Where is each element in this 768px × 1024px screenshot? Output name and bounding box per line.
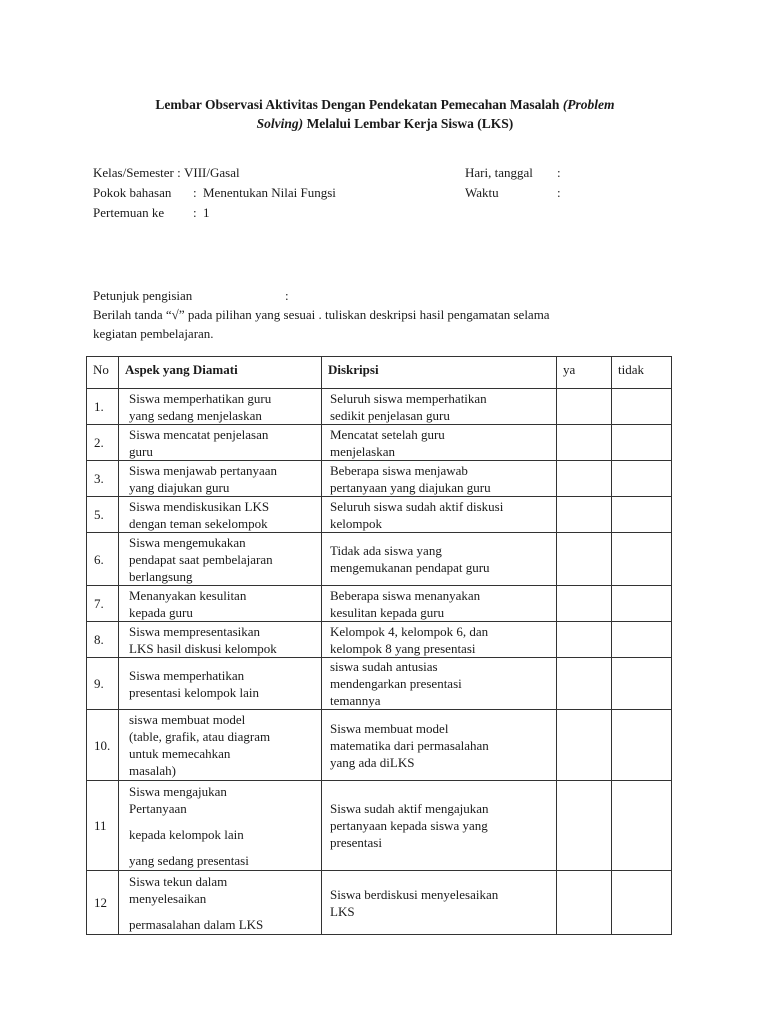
meta-pertemuan: Pertemuan ke : 1 xyxy=(93,205,210,220)
tidak-cell[interactable] xyxy=(612,781,672,871)
row-aspek: Siswa mencatat penjelasan guru xyxy=(119,425,322,461)
ya-cell[interactable] xyxy=(557,586,612,622)
table-header-row xyxy=(87,357,672,389)
row-number: 7. xyxy=(87,586,119,622)
header-deskripsi: Diskripsi xyxy=(322,357,557,389)
ya-cell[interactable] xyxy=(557,533,612,586)
row-deskripsi: Siswa membuat model matematika dari permasalahan yang ada diLKS xyxy=(322,710,557,781)
observation-table xyxy=(86,356,672,935)
row-deskripsi: Tidak ada siswa yang mengemukanan pendapat guru xyxy=(322,533,557,586)
ya-cell[interactable] xyxy=(557,497,612,533)
row-deskripsi: Mencatat setelah guru menjelaskan xyxy=(322,425,557,461)
row-number: 11 xyxy=(87,781,119,871)
row-aspek: Siswa mempresentasikan LKS hasil diskusi kelompok xyxy=(119,622,322,658)
table-row xyxy=(87,533,672,586)
ya-cell[interactable] xyxy=(557,781,612,871)
table-row xyxy=(87,425,672,461)
row-aspek: siswa membuat model (table, grafik, atau diagram untuk memecahkan masalah) xyxy=(119,710,322,781)
ya-cell[interactable] xyxy=(557,710,612,781)
tidak-cell[interactable] xyxy=(612,461,672,497)
header-aspek: Aspek yang Diamati xyxy=(119,357,322,389)
tidak-cell[interactable] xyxy=(612,658,672,710)
tidak-cell[interactable] xyxy=(612,533,672,586)
meta-kelas: Kelas/Semester : VIII/Gasal xyxy=(93,165,240,180)
tidak-cell[interactable] xyxy=(612,710,672,781)
row-deskripsi: Siswa berdiskusi menyelesaikan LKS xyxy=(322,871,557,935)
table-row xyxy=(87,389,672,425)
ya-cell[interactable] xyxy=(557,389,612,425)
tidak-cell[interactable] xyxy=(612,389,672,425)
row-number: 9. xyxy=(87,658,119,710)
row-number: 2. xyxy=(87,425,119,461)
table-row xyxy=(87,710,672,781)
row-aspek: Menanyakan kesulitan kepada guru xyxy=(119,586,322,622)
tidak-cell[interactable] xyxy=(612,586,672,622)
row-deskripsi: Beberapa siswa menjawab pertanyaan yang diajukan guru xyxy=(322,461,557,497)
row-deskripsi: Seluruh siswa sudah aktif diskusi kelompok xyxy=(322,497,557,533)
row-aspek: Siswa mendiskusikan LKS dengan teman sekelompok xyxy=(119,497,322,533)
row-number: 10. xyxy=(87,710,119,781)
instructions-line-1: Berilah tanda “√” pada pilihan yang sesuai . tuliskan deskripsi hasil pengamatan selama xyxy=(93,307,550,322)
tidak-cell[interactable] xyxy=(612,622,672,658)
header-ya: ya xyxy=(557,357,612,389)
row-number: 5. xyxy=(87,497,119,533)
row-deskripsi: Seluruh siswa memperhatikan sedikit penjelasan guru xyxy=(322,389,557,425)
table-row xyxy=(87,622,672,658)
row-aspek: Siswa tekun dalam menyelesaikan permasalahan dalam LKS xyxy=(119,871,322,935)
table-row xyxy=(87,871,672,935)
row-deskripsi: Siswa sudah aktif mengajukan pertanyaan kepada siswa yang presentasi xyxy=(322,781,557,871)
title-line-2: Solving) Melalui Lembar Kerja Siswa (LKS) xyxy=(256,116,514,131)
row-aspek: Siswa mengajukan Pertanyaan kepada kelompok lain yang sedang presentasi xyxy=(119,781,322,871)
ya-cell[interactable] xyxy=(557,658,612,710)
row-deskripsi: siswa sudah antusias mendengarkan presentasi temannya xyxy=(322,658,557,710)
row-aspek: Siswa memperhatikan presentasi kelompok lain xyxy=(119,658,322,710)
ya-cell[interactable] xyxy=(557,461,612,497)
row-number: 3. xyxy=(87,461,119,497)
ya-cell[interactable] xyxy=(557,871,612,935)
instructions-heading: Petunjuk pengisian : xyxy=(93,288,289,303)
document-title xyxy=(90,95,680,133)
table-row xyxy=(87,658,672,710)
row-aspek: Siswa memperhatikan guru yang sedang menjelaskan xyxy=(119,389,322,425)
header-tidak: tidak xyxy=(612,357,672,389)
row-deskripsi: Beberapa siswa menanyakan kesulitan kepada guru xyxy=(322,586,557,622)
title-line-1: Lembar Observasi Aktivitas Dengan Pendekatan Pemecahan Masalah (Problem xyxy=(155,97,615,112)
row-aspek: Siswa mengemukakan pendapat saat pembelajaran berlangsung xyxy=(119,533,322,586)
meta-right xyxy=(465,163,561,203)
instructions-line-2: kegiatan pembelajaran. xyxy=(93,326,214,341)
ya-cell[interactable] xyxy=(557,622,612,658)
row-aspek: Siswa menjawab pertanyaan yang diajukan guru xyxy=(119,461,322,497)
row-number: 6. xyxy=(87,533,119,586)
row-number: 1. xyxy=(87,389,119,425)
row-number: 8. xyxy=(87,622,119,658)
instructions xyxy=(93,286,673,343)
meta-left xyxy=(93,163,336,223)
table-row xyxy=(87,497,672,533)
ya-cell[interactable] xyxy=(557,425,612,461)
tidak-cell[interactable] xyxy=(612,497,672,533)
table-row xyxy=(87,461,672,497)
meta-pokok: Pokok bahasan : Menentukan Nilai Fungsi xyxy=(93,185,336,200)
table-row xyxy=(87,781,672,871)
header-no: No xyxy=(87,357,119,389)
tidak-cell[interactable] xyxy=(612,871,672,935)
meta-hari: Hari, tanggal : xyxy=(465,165,561,180)
tidak-cell[interactable] xyxy=(612,425,672,461)
meta-waktu: Waktu : xyxy=(465,185,561,200)
row-deskripsi: Kelompok 4, kelompok 6, dan kelompok 8 yang presentasi xyxy=(322,622,557,658)
row-number: 12 xyxy=(87,871,119,935)
table-row xyxy=(87,586,672,622)
